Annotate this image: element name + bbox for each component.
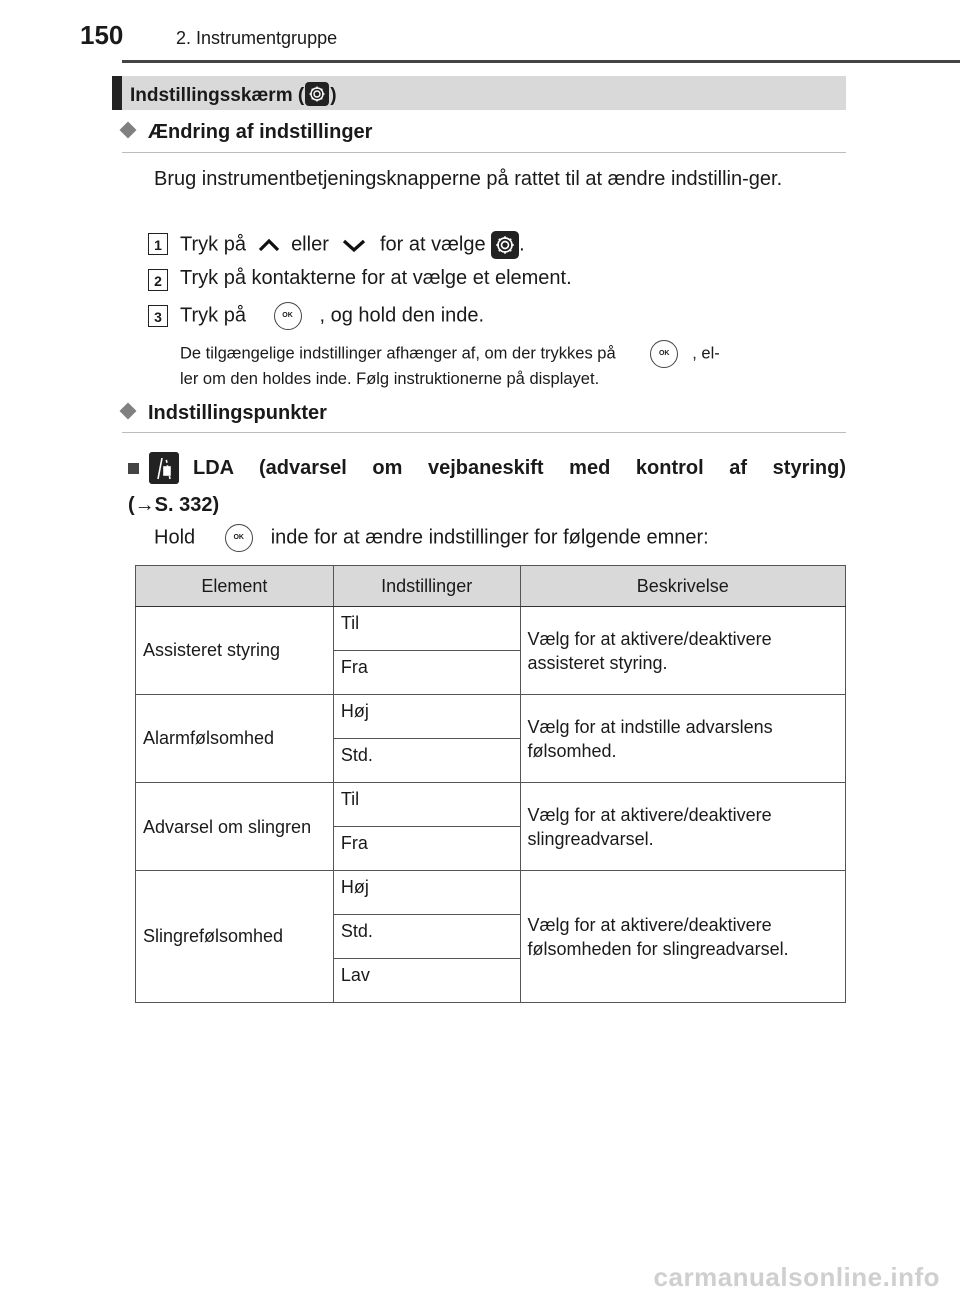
lda-heading <box>128 452 846 517</box>
description-cell: Vælg for at aktivere/deaktivere slingreadvarsel. <box>520 783 845 871</box>
option-cell: Std. <box>333 915 520 959</box>
option-cell: Fra <box>333 651 520 695</box>
section2-heading <box>122 402 327 425</box>
option-cell: Std. <box>333 739 520 783</box>
lda-title: LDA (advarsel om vejbaneskift med kontrol af styring) <box>193 456 846 479</box>
hold-instruction <box>154 524 709 552</box>
table-header-row <box>136 566 846 607</box>
header-rule <box>122 60 960 63</box>
option-cell: Fra <box>333 827 520 871</box>
section1-intro: Brug instrumentbetjeningsknapperne på rattet til at ændre indstillin-ger. <box>154 168 783 190</box>
banner-title-prefix: Indstillingsskærm ( <box>130 85 305 106</box>
element-cell: Slingrefølsomhed <box>136 871 334 1003</box>
table-row <box>136 607 846 651</box>
chapter-title: 2. Instrumentgruppe <box>176 28 338 48</box>
step-number-2: 2 <box>148 269 168 291</box>
watermark: carmanualsonline.info <box>653 1262 940 1292</box>
section-banner <box>112 76 846 110</box>
table-row <box>136 871 846 915</box>
note-text-b: , el- <box>692 344 720 363</box>
col-header-element: Element <box>136 566 334 607</box>
lda-icon <box>149 452 179 484</box>
option-cell: Til <box>333 607 520 651</box>
element-cell: Assisteret styring <box>136 607 334 695</box>
note-text <box>180 340 846 391</box>
step-1-text-d: . <box>519 233 525 256</box>
step-1-text-c: for at vælge <box>379 233 486 256</box>
option-cell: Til <box>333 783 520 827</box>
ok-button-icon: OK <box>650 340 678 368</box>
section2-rule <box>122 432 846 433</box>
step-number-3: 3 <box>148 305 168 327</box>
element-cell: Advarsel om slingren <box>136 783 334 871</box>
diamond-bullet-icon <box>120 122 137 139</box>
chevron-down-icon <box>334 235 374 255</box>
step-3-text-b: , og hold den inde. <box>319 304 485 327</box>
gear-icon <box>305 82 329 106</box>
note-text-line2: ler om den holdes inde. Følg instruktionerne på displayet. <box>180 370 600 388</box>
section1-title: Ændring af indstillinger <box>148 121 373 143</box>
table-row <box>136 783 846 827</box>
step-number-1: 1 <box>148 233 168 255</box>
ok-button-icon: OK <box>225 524 253 552</box>
diamond-bullet-icon <box>120 403 137 420</box>
step-3-text-a: Tryk på <box>180 304 246 327</box>
description-cell: Vælg for at indstille advarslens følsomhed. <box>520 695 845 783</box>
ok-button-icon: OK <box>274 302 302 330</box>
banner-title-suffix: ) <box>330 85 337 106</box>
hold-text-a: Hold <box>154 526 196 549</box>
option-cell: Lav <box>333 959 520 1003</box>
lda-ref: (→S. 332) <box>128 494 220 516</box>
page-number: 150 <box>80 20 124 50</box>
description-cell: Vælg for at aktivere/deaktivere følsomheden for slingreadvarsel. <box>520 871 845 1003</box>
option-cell: Høj <box>333 871 520 915</box>
settings-table <box>135 565 846 1003</box>
step-1-text-b: eller <box>291 233 329 256</box>
square-bullet-icon <box>128 463 139 474</box>
hold-text-b: inde for at ændre indstillinger for følgende emner: <box>270 526 709 549</box>
step-2: Tryk på kontakterne for at vælge et element. <box>180 267 572 289</box>
step-3 <box>180 302 484 330</box>
section2-title: Indstillingspunkter <box>148 402 327 424</box>
element-cell: Alarmfølsomhed <box>136 695 334 783</box>
col-header-description: Beskrivelse <box>520 566 845 607</box>
section1-rule <box>122 152 846 153</box>
table-row <box>136 695 846 739</box>
option-cell: Høj <box>333 695 520 739</box>
gear-icon <box>491 231 519 259</box>
note-text-a: De tilgængelige indstillinger afhænger af, om der trykkes på <box>180 344 616 363</box>
section1-heading <box>122 121 372 144</box>
chevron-up-icon <box>252 235 286 255</box>
step-1-text-a: Tryk på <box>180 233 246 256</box>
step-1 <box>180 231 525 259</box>
description-cell: Vælg for at aktivere/deaktivere assisteret styring. <box>520 607 845 695</box>
col-header-settings: Indstillinger <box>333 566 520 607</box>
